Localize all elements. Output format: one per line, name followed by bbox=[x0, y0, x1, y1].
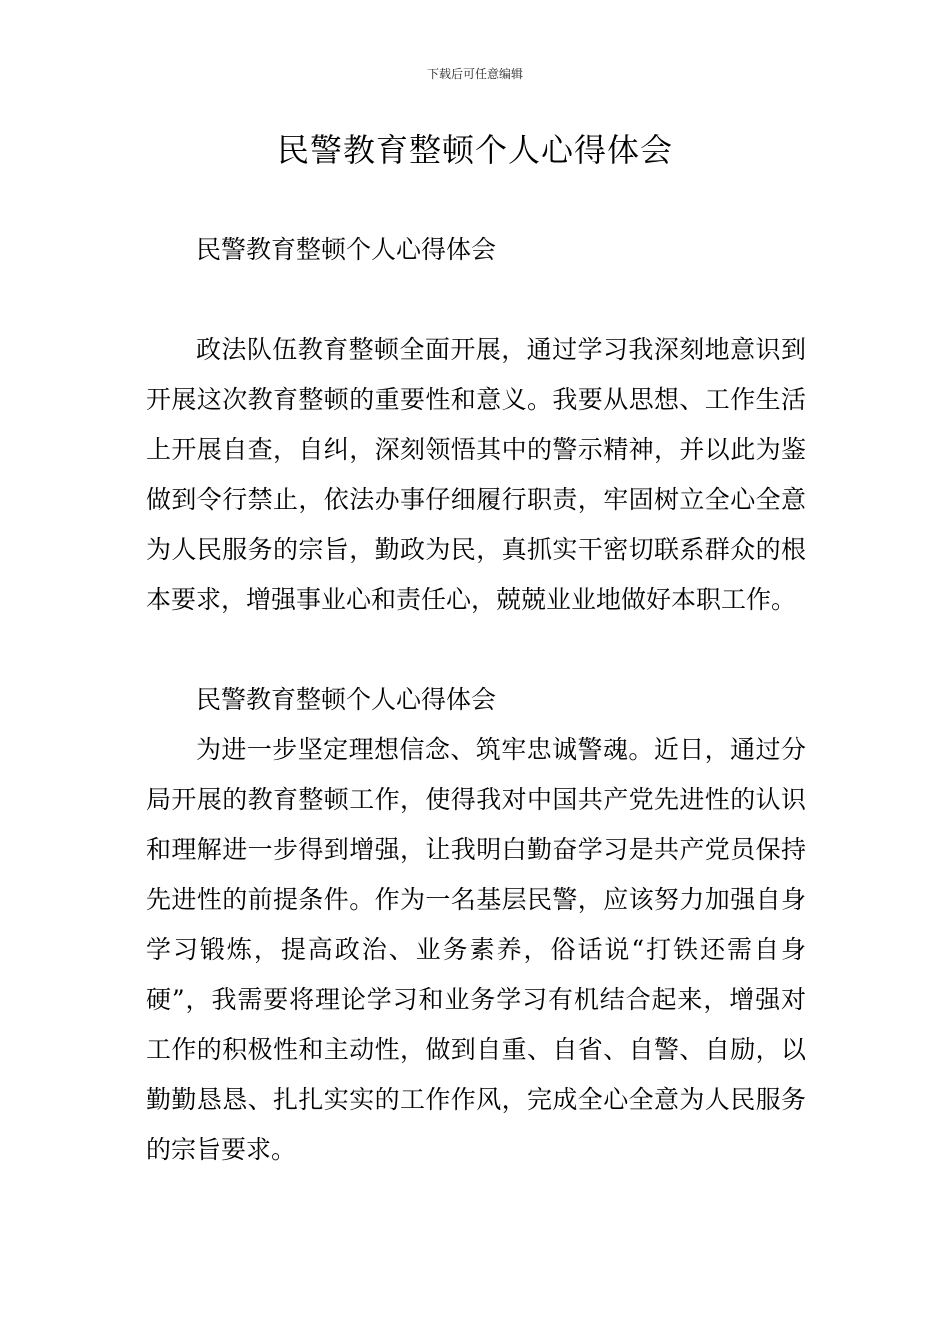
document-body bbox=[146, 225, 806, 1175]
section-1-paragraph: 政法队伍教育整顿全面开展，通过学习我深刻地意识到开展这次教育整顿的重要性和意义。我要从思想、工作生活上开展自查，自纠，深刻领悟其中的警示精神，并以此为鉴做到令行禁止，依法办事仔细履行职责，牢固树立全心全意为人民服务的宗旨，勤政为民，真抓实干密切联系群众的根本要求，增强事业心和责任心，兢兢业业地做好本职工作。 bbox=[146, 335, 806, 614]
page-title: 民警教育整顿个人心得体会 bbox=[276, 131, 673, 169]
header-note: 下载后可任意编辑 bbox=[426, 67, 523, 81]
spacer bbox=[146, 625, 806, 675]
section-1-heading: 民警教育整顿个人心得体会 bbox=[196, 235, 497, 264]
spacer bbox=[146, 275, 806, 325]
section-2-heading: 民警教育整顿个人心得体会 bbox=[196, 685, 497, 714]
section-2-paragraph: 为进一步坚定理想信念、筑牢忠诚警魂。近日，通过分局开展的教育整顿工作，使得我对中国共产党先进性的认识和理解进一步得到增强，让我明白勤奋学习是共产党员保持先进性的前提条件。作为一名基层民警，应该努力加强自身学习锻炼，提高政治、业务素养，俗话说“打铁还需自身硬”，我需要将理论学习和业务学习有机结合起来，增强对工作的积极性和主动性，做到自重、自省、自警、自励，以勤勤恳恳、扎扎实实的工作作风，完成全心全意为人民服务的宗旨要求。 bbox=[146, 735, 806, 1164]
